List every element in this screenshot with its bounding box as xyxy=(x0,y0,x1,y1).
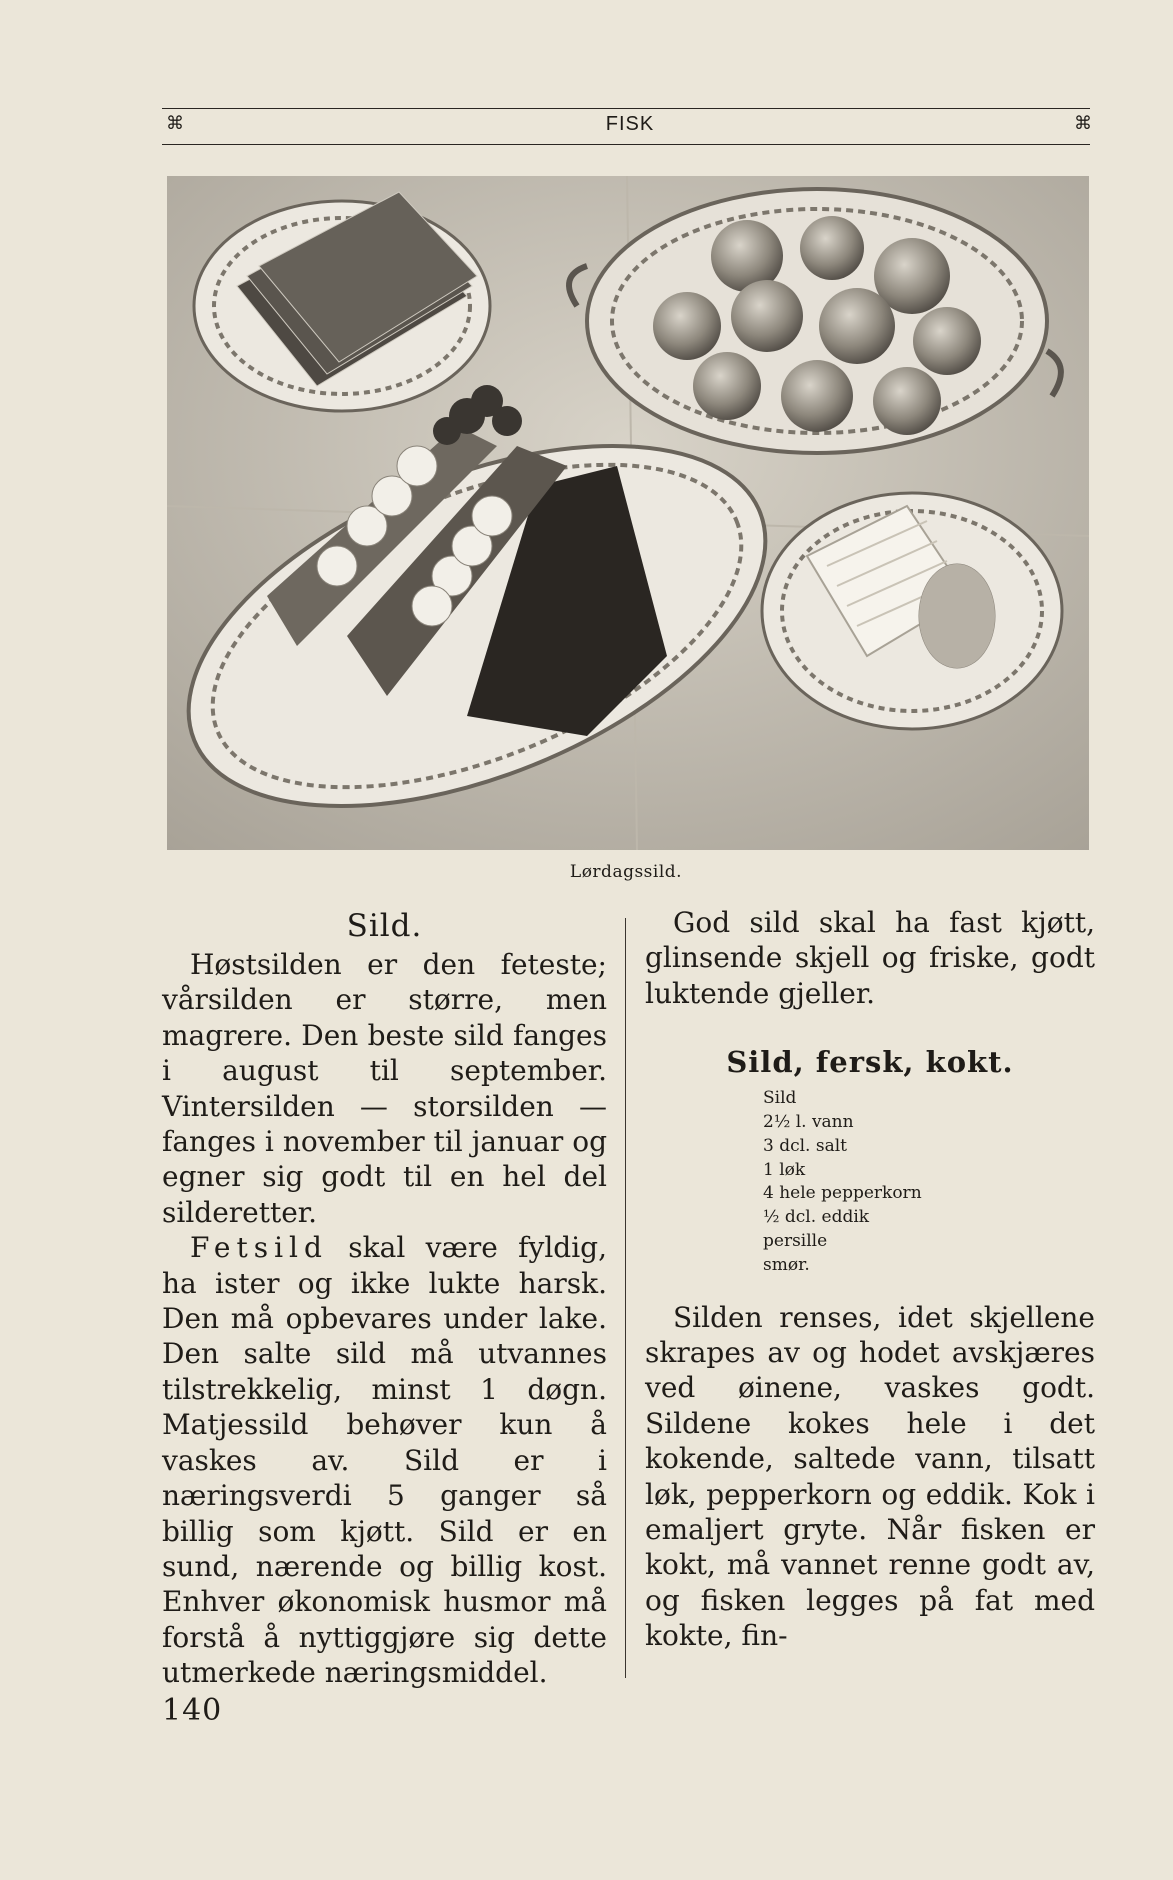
ingredient: 3 dcl. salt xyxy=(763,1135,847,1156)
ingredient: 1 løk xyxy=(763,1159,806,1180)
header-ornament-right-icon: ⌘ xyxy=(1074,113,1092,134)
section-heading: Sild. xyxy=(346,908,423,944)
figure-caption: Lørdagssild. xyxy=(569,862,683,882)
column-divider xyxy=(625,918,626,1678)
header-rule-bottom xyxy=(162,144,1090,145)
food-photograph xyxy=(167,176,1089,850)
ingredient: ½ dcl. eddik xyxy=(763,1207,870,1228)
left-column xyxy=(162,905,607,1691)
paragraph-fat-herring xyxy=(162,1230,607,1690)
ingredient-list xyxy=(763,1087,1095,1277)
ingredient: Sild xyxy=(763,1088,797,1109)
ingredient: smør. xyxy=(763,1254,810,1275)
header-rule-top xyxy=(162,108,1090,109)
ingredient: 4 hele pepperkorn xyxy=(763,1183,922,1204)
paragraph-herring-seasons: Høstsilden er den feteste; vårsilden er større, men magrere. Den beste sild fanges i august til september. Vintersilden — storsilden — fanges i november til januar og egner sig godt til en hel del silderetter. xyxy=(162,948,607,1229)
spaced-term: Fetsild xyxy=(190,1231,328,1265)
page-number: 140 xyxy=(162,1693,223,1728)
saturday-herring-plates-image xyxy=(167,176,1089,850)
header-ornament-left-icon: ⌘ xyxy=(166,113,184,134)
paragraph-fat-herring-text: skal være fyldig, ha ister og ikke lukte harsk. Den må opbevares under lake. Den salte sild må utvannes tilstrekkelig, minst 1 døgn. Matjessild behøver kun å vaskes av. Sild er i næringsverdi 5 ganger så billig som kjøtt. Sild er en sund, nærende og billig kost. Enhver økonomisk husmor må forstå å nyttiggjøre sig dette utmerkede næringsmiddel. xyxy=(162,1231,607,1690)
recipe-method: Silden renses, idet skjellene skrapes av og hodet avskjæres ved øinene, vaskes godt. Sildene kokes hele i det kokende, saltede vann, tilsatt løk, pepperkorn og eddik. Kok i emaljert gryte. Når fisken er kokt, må vannet renne godt av, og fisken legges på fat med kokte, fin- xyxy=(645,1300,1095,1653)
right-column xyxy=(645,905,1095,1654)
ingredient: 2½ l. vann xyxy=(763,1112,854,1133)
paragraph-good-herring: God sild skal ha fast kjøtt, glinsende skjell og friske, godt luktende gjeller. xyxy=(645,906,1095,1010)
recipe-title: Sild, fersk, kokt. xyxy=(726,1045,1014,1080)
running-head-title: FISK xyxy=(605,113,655,135)
ingredient: persille xyxy=(763,1231,828,1251)
